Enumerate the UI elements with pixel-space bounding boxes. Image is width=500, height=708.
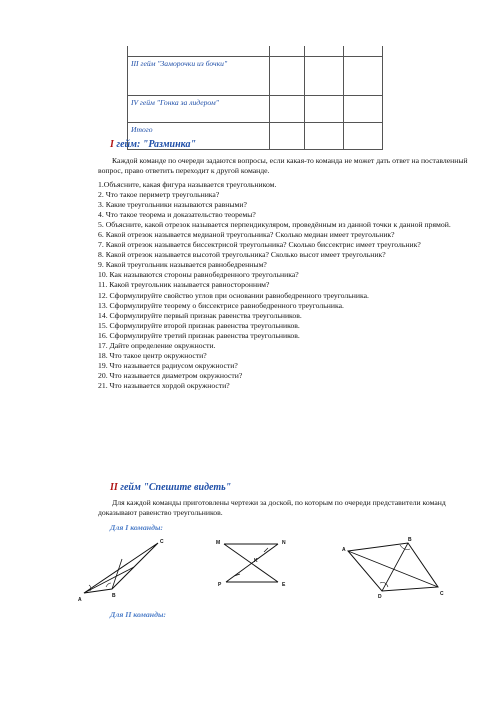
figure-label: B	[112, 593, 116, 599]
question-item: 14. Сформулируйте первый признак равенства треугольников.	[98, 310, 302, 320]
table-row	[128, 57, 383, 96]
question-item: 20. Что называется диаметром окружности?	[98, 370, 243, 380]
question-item: 19. Что называется радиусом окружности?	[98, 360, 238, 370]
figure-label: N	[282, 540, 286, 546]
question-item: 18. Что такое центр окружности?	[98, 350, 207, 360]
question-item: 8. Какой отрезок называется высотой треугольника? Сколько высот имеет треугольник?	[98, 250, 386, 260]
game1-intro: Каждой команде по очереди задаются вопросы, если какая-то команда не может дать ответ на поставленный вопрос, право ответить переходит к другой команде.	[98, 156, 468, 175]
score-table	[127, 46, 383, 150]
table-cell-game3: III гейм "Заморочки из бочки"	[128, 57, 270, 96]
question-item: 10. Как называются стороны равнобедренного треугольника?	[98, 270, 299, 280]
game1-heading	[110, 139, 196, 150]
figure-crossing-segments	[212, 538, 302, 590]
figure-label: K	[254, 558, 258, 564]
table-cell-total: Итого	[128, 123, 270, 150]
team1-label: Для I команды:	[110, 523, 163, 532]
game2-heading-num: II	[110, 482, 118, 493]
question-item: 4. Что такое теорема и доказательство теоремы?	[98, 210, 256, 220]
figure-label: C	[160, 539, 164, 545]
figure-label: C	[440, 591, 444, 597]
question-item: 6. Какой отрезок называется медианой треугольника? Сколько медиан имеет треугольник?	[98, 230, 395, 240]
question-item: 13. Сформулируйте теорему о биссектрисе равнобедренного треугольника.	[98, 300, 344, 310]
figure-label: D	[378, 594, 382, 599]
question-item: 5. Объясните, какой отрезок называется перпендикуляром, проведённым из данной точки к данной прямой.	[98, 220, 451, 230]
question-item: 1.Объясните, какая фигура называется треугольником.	[98, 180, 277, 189]
figure-label: A	[78, 597, 82, 603]
game2-heading	[110, 482, 231, 493]
table-row	[128, 96, 383, 123]
question-item: 2. Что такое периметр треугольника?	[98, 190, 220, 200]
table-cell-game4: IV гейм "Гонка за лидером"	[128, 96, 270, 123]
figure-label: M	[216, 540, 221, 546]
question-item: 16. Сформулируйте третий признак равенства треугольников.	[98, 330, 300, 340]
figure-parallelogram	[338, 535, 448, 599]
game2-intro: Для каждой команды приготовлены чертежи за доской, по которым по очереди представители команд доказывают равенство треугольников.	[98, 498, 446, 517]
question-item: 11. Какой треугольник называется равносторонним?	[98, 280, 270, 290]
game1-heading-text: гейм: "Разминка"	[113, 139, 197, 150]
game1-heading-num: I	[110, 139, 114, 150]
question-item: 9. Какой треугольник называется равнобедренным?	[98, 260, 267, 270]
game2-heading-text: гейм "Спешите видеть"	[117, 482, 232, 493]
figure-label: A	[342, 547, 346, 553]
question-item: 3. Какие треугольники называются равными?	[98, 200, 247, 210]
question-item: 12. Сформулируйте свойство углов при основании равнобедренного треугольника.	[98, 290, 369, 300]
figure-label: E	[282, 582, 286, 588]
figure-label: P	[218, 582, 222, 588]
question-item: 15. Сформулируйте второй признак равенства треугольников.	[98, 320, 300, 330]
question-list	[98, 180, 478, 391]
figure-triangle-1	[76, 533, 166, 605]
question-item: 7. Какой отрезок называется биссектрисой треугольника? Сколько биссектрис имеет треугольник?	[98, 240, 421, 250]
table-row	[128, 46, 383, 57]
figure-label: B	[408, 537, 412, 543]
team2-label: Для II команды:	[110, 610, 167, 619]
question-item: 21. Что называется хордой окружности?	[98, 380, 230, 390]
question-item: 17. Дайте определение окружности.	[98, 340, 216, 350]
